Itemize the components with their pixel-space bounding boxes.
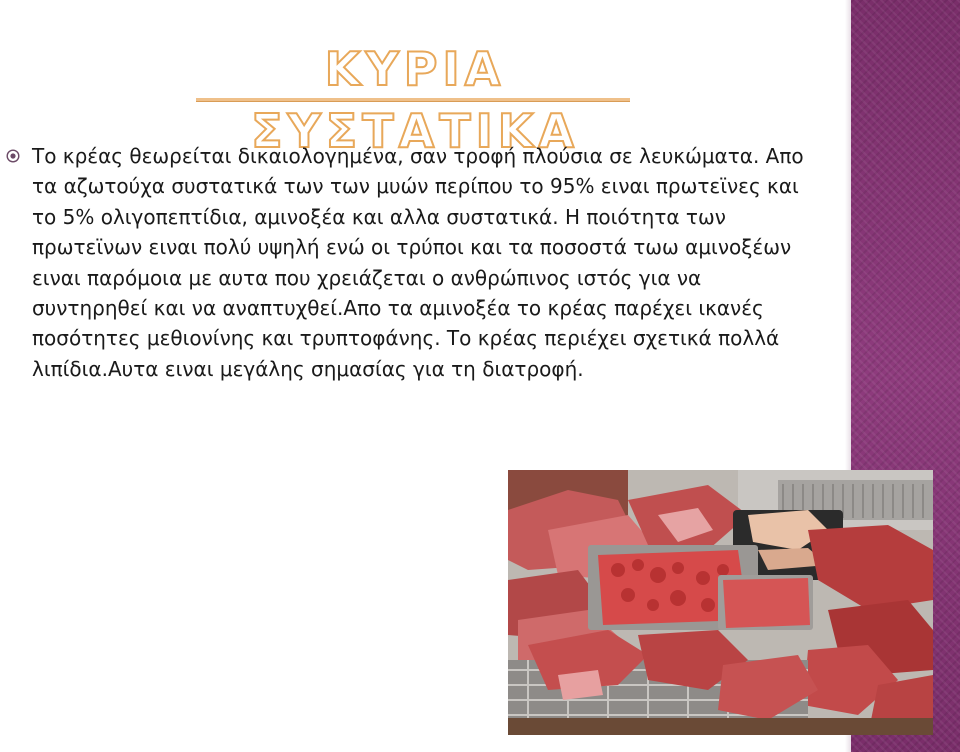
body-text: Το κρέας θεωρείται δικαιολογημένα, σαν τροφή πλούσια σε λευκώματα. Απο τα αζωτούχα συστατικά των των μυών περίπου το 95% ειναι πρωτεϊνες και το 5% ολιγοπεπτίδια, αμινοξέα και αλλα συστατικά. Η ποιότητα των πρωτεϊνων ειναι πολύ υψηλή ενώ οι τρύποι και τα ποσοστά τωω αμινοξέων ειναι παρόμοια με αυτα που χρειάζεται ο ανθρώπινος ιστός για να συντηρηθεί και να αναπτυχθεί.Απο τα αμινοξέα το κρέας παρέχει ικανές ποσότητες μεθιονίνης και τρυπτοφάνης. Το κρέας περιέχει σχετικά πολλά λιπίδια.Αυτα ειναι μεγάλης σημασίας για τη διατροφή. [32, 144, 804, 381]
slide-title: ΚΥΡΙΑ ΣΥΣΤΑΤΙΚΑ [251, 42, 579, 158]
meat-display-photo [508, 470, 933, 735]
circle-bullet-icon [6, 148, 20, 162]
title-underline [196, 98, 630, 102]
